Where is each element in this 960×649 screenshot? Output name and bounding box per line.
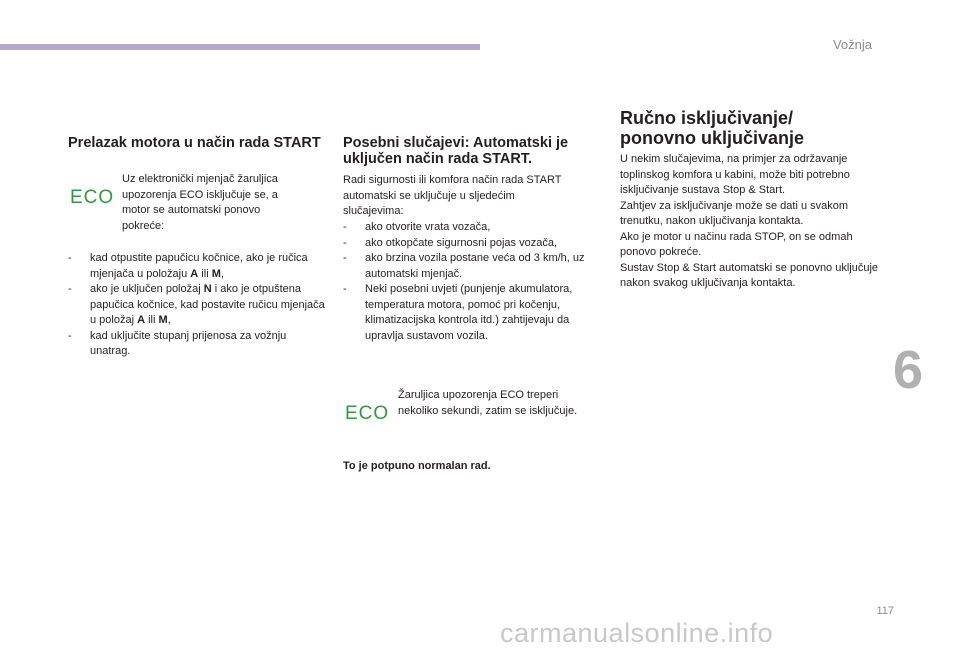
paragraph: Ako je motor u načinu rada STOP, on se odmah ponovo pokreće.	[620, 230, 853, 258]
heading-manual-toggle: Ručno isključivanje/ ponovno uključivanje	[620, 108, 805, 148]
normal-operation-note: To je potpuno normalan rad.	[343, 460, 491, 472]
list-item: - kad uključite stupanj prijenosa za vožnju unatrag.	[68, 329, 326, 360]
list-item: - ako je uključen položaj N i ako je otpuštena papučica kočnice, kad postavite ručicu mjenjača u položaj A ili M,	[68, 282, 326, 329]
list-item: - ako otvorite vrata vozača,	[343, 220, 595, 236]
eco-icon: ECO	[345, 403, 390, 424]
eco-icon-description: Uz elektronički mjenjač žaruljica upozorenja ECO isključuje se, a motor se automatski ponovo pokreće:	[122, 173, 278, 232]
paragraph: U nekim slučajevima, na primjer za održavanje toplinskog komfora u kabini, može biti potrebno isključivanje sustava Stop & Start.	[620, 153, 850, 196]
manual-toggle-text	[620, 152, 882, 292]
list-item: - ako brzina vozila postane veća od 3 km/h, uz automatski mjenjač.	[343, 251, 595, 282]
paragraph: Sustav Stop & Start automatski se ponovno uključuje nakon svakog uključivanja kontakta.	[620, 261, 879, 289]
column-special-cases	[343, 135, 598, 167]
eco-icon: ECO	[70, 187, 115, 208]
list-item: - Neki posebni uvjeti (punjenje akumulatora, temperatura motora, pomoć pri kočenju, klimatizacijska kontrola itd.) zahtijevaju da upravlja sustavom vozila.	[343, 282, 595, 344]
section-title: Vožnja	[832, 37, 872, 52]
special-cases-list	[343, 220, 595, 344]
top-accent-bar	[0, 44, 480, 50]
chapter-number: 6	[893, 340, 924, 400]
eco-blink-description: Žaruljica upozorenja ECO treperi nekoliko sekundi, zatim se isključuje.	[398, 389, 578, 417]
column-start-mode	[68, 135, 323, 151]
list-item: - ako otkopčate sigurnosni pojas vozača,	[343, 236, 595, 252]
column-manual-toggle	[620, 108, 860, 148]
heading-start-mode: Prelazak motora u način rada START	[68, 135, 321, 151]
page-number: 117	[876, 605, 894, 617]
special-cases-intro: Radi sigurnosti ili komfora način rada START automatski se uključuje u sljedećim slučajevima:	[343, 174, 562, 217]
watermark: carmanualsonline.info	[500, 618, 774, 648]
list-item: - kad otpustite papučicu kočnice, ako je ručica mjenjača u položaju A ili M,	[68, 251, 326, 282]
start-mode-list	[68, 251, 326, 360]
paragraph: Zahtjev za isključivanje može se dati u svakom trenutku, nakon uključivanja kontakta.	[620, 199, 849, 227]
heading-special-cases: Posebni slučajevi: Automatski je uključen način rada START.	[343, 135, 569, 167]
